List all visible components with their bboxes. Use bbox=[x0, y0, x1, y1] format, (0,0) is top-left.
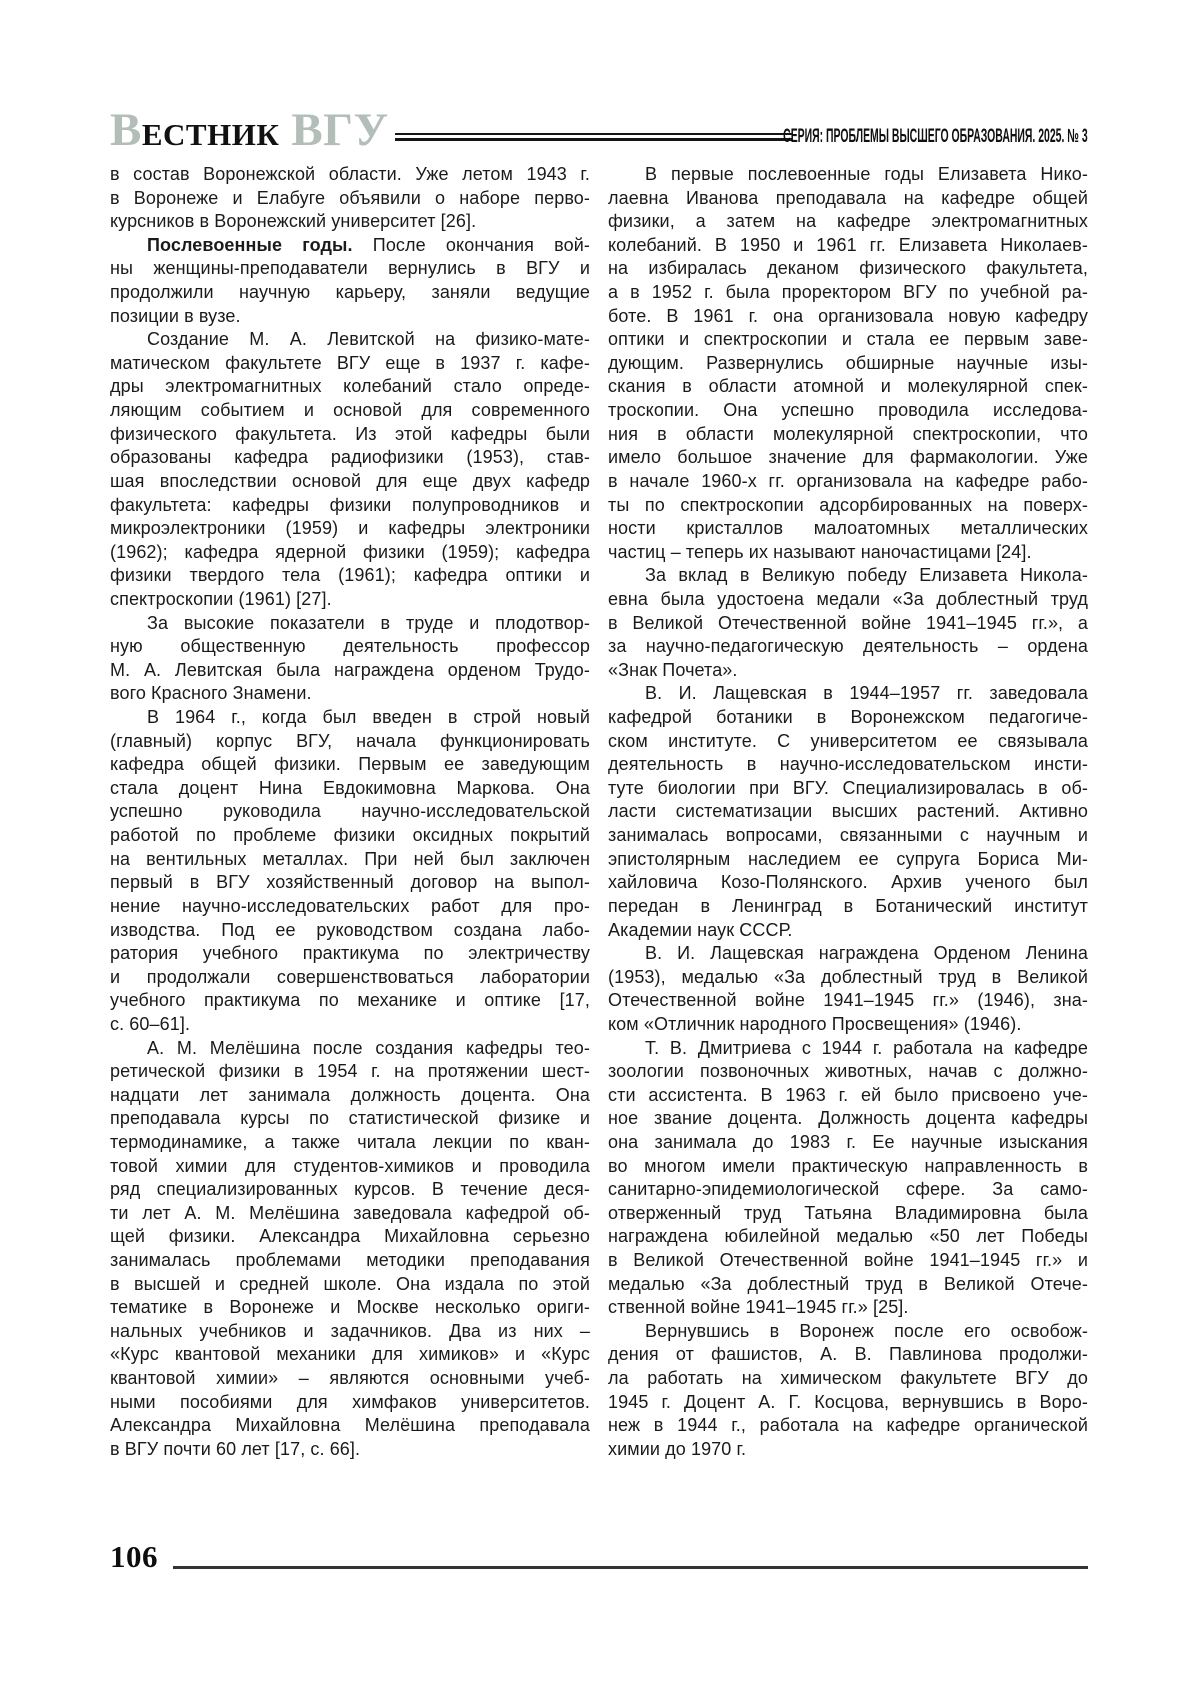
text-line: В 1964 г., когда был введен в строй новый bbox=[147, 707, 590, 728]
text-line: в Воронеже и Елабуге объявили о наборе перво- bbox=[110, 187, 590, 208]
text-line: Создание М. А. Левитской на физико-мате- bbox=[147, 329, 590, 350]
text-line: туте биологии при ВГУ. Специализировалась в об- bbox=[608, 777, 1088, 798]
text-line: скания в области атомной и молекулярной спек- bbox=[608, 376, 1088, 397]
text-line: химии до 1970 г. bbox=[608, 1438, 747, 1459]
text-line: «Знак Почета». bbox=[608, 659, 738, 680]
text-line: медалью «За доблестный труд в Великой Отече- bbox=[608, 1273, 1088, 1294]
text-line: матическом факультете ВГУ еще в 1937 г. кафе- bbox=[110, 352, 590, 373]
text-line: «Курс квантовой механики для химиков» и «Курс bbox=[110, 1344, 590, 1365]
text-line: на вентильных металлах. При ней был заключен bbox=[110, 848, 590, 869]
header-double-rule bbox=[395, 133, 793, 141]
text-line: имело большое значение для фармакологии. Уже bbox=[608, 447, 1088, 468]
text-line: В. И. Лащевская в 1944–1957 гг. заведовала bbox=[645, 683, 1088, 704]
text-line: за научно-педагогическую деятельность – ордена bbox=[608, 636, 1088, 657]
text-line: а в 1952 г. была проректором ВГУ по учебной ра- bbox=[608, 282, 1088, 303]
text-line: курсников в Воронежский университет [26]. bbox=[110, 211, 477, 232]
text-line: Вернувшись в Воронеж после его освобож- bbox=[645, 1320, 1088, 1341]
text-line: спектроскопии (1961) [27]. bbox=[110, 588, 332, 609]
right-column bbox=[608, 163, 1088, 1462]
text-line: факультета: кафедры физики полупроводников и bbox=[110, 494, 590, 515]
text-line: занималась проблемами методики преподавания bbox=[110, 1250, 590, 1271]
text-line: ла работать на химическом факультете ВГУ до bbox=[608, 1368, 1088, 1389]
text-line: частиц – теперь их называют наночастицами [24]. bbox=[608, 541, 1032, 562]
text-line: дры электромагнитных колебаний стало опреде- bbox=[110, 376, 590, 397]
text-line: лаевна Иванова преподавала на кафедре общей bbox=[608, 187, 1088, 208]
text-line: квантовой химии» – являются основными учеб- bbox=[110, 1368, 590, 1389]
text-line: кафедра общей физики. Первым ее заведующим bbox=[110, 754, 590, 775]
text-line: А. М. Мелёшина после создания кафедры тео- bbox=[147, 1037, 590, 1058]
text-line: в ВГУ почти 60 лет [17, с. 66]. bbox=[110, 1438, 361, 1459]
text-line: учебного практикума по механике и оптике [17, bbox=[110, 990, 590, 1011]
text-line: ственной войне 1941–1945 гг.» [25]. bbox=[608, 1297, 909, 1318]
text-line: занималась вопросами, связанными с научным и bbox=[608, 825, 1088, 846]
text-line: нальных учебников и задачников. Два из них – bbox=[110, 1320, 590, 1341]
text-line: образованы кафедра радиофизики (1953), став- bbox=[110, 447, 590, 468]
text-line: ляющим событием и основой для современного bbox=[110, 400, 590, 421]
text-line: успешно руководила научно-исследовательской bbox=[110, 801, 590, 822]
text-line: в Великой Отечественной войне 1941–1945 гг.» и bbox=[608, 1250, 1088, 1271]
text-line: За вклад в Великую победу Елизавета Никола- bbox=[645, 565, 1088, 586]
text-line: в состав Воронежской области. Уже летом 1943 г. bbox=[110, 164, 590, 184]
text-line: М. А. Левитская была награждена орденом Трудо- bbox=[110, 659, 590, 680]
text-line: физики, а затем на кафедре электромагнитных bbox=[608, 211, 1088, 232]
text-line: она занимала до 1983 г. Ее научные изыскания bbox=[608, 1131, 1088, 1152]
text-line: дения от фашистов, А. В. Павлинова продолжи- bbox=[608, 1344, 1088, 1365]
text-line: вого Красного Знамени. bbox=[110, 683, 312, 704]
text-line: троскопии. Она успешно проводила исследова- bbox=[608, 400, 1088, 421]
logo-word-rest: ЕСТНИК bbox=[141, 117, 280, 152]
text-line: (1953), медалью «За доблестный труд в Великой bbox=[608, 966, 1088, 987]
left-column bbox=[110, 163, 590, 1462]
text-line: ти лет А. М. Мелёшина заведовала кафедрой об- bbox=[110, 1202, 590, 1223]
text-line: неж в 1944 г., работала на кафедре органической bbox=[608, 1415, 1088, 1436]
text-line: ратория учебного практикума по электричеству bbox=[110, 943, 590, 964]
text-line: физического факультета. Из этой кафедры были bbox=[110, 423, 590, 444]
series-title-box bbox=[783, 124, 1088, 147]
text-line: ряд специализированных курсов. В течение деся- bbox=[110, 1179, 590, 1200]
text-line: Академии наук СССР. bbox=[608, 919, 793, 940]
text-line: оптики и спектроскопии и стала ее первым заве- bbox=[608, 329, 1088, 350]
text-line: щей физики. Александра Михайловна серьезно bbox=[110, 1226, 590, 1247]
text-line: и продолжали совершенствоваться лаборатории bbox=[110, 966, 590, 987]
text-line: ласти систематизации высших растений. Активно bbox=[608, 801, 1088, 822]
page-number: 106 bbox=[110, 1539, 158, 1574]
text-line: За высокие показатели в труде и плодотвор- bbox=[147, 612, 590, 633]
text-line: ком «Отличник народного Просвещения» (1946). bbox=[608, 1013, 1022, 1034]
text-line: ны женщины-преподаватели вернулись в ВГУ и bbox=[110, 258, 590, 279]
text-line: преподавала курсы по статистической физике и bbox=[110, 1108, 590, 1129]
text-line: ты по спектроскопии адсорбированных на поверх- bbox=[608, 494, 1088, 515]
text-line: хайловича Козо-Полянского. Архив ученого был bbox=[608, 872, 1088, 893]
text-line: ную общественную деятельность профессор bbox=[110, 636, 590, 657]
text-line: дующим. Развернулись обширные научные изы- bbox=[608, 352, 1088, 373]
text-line: (1962); кафедра ядерной физики (1959); кафедра bbox=[110, 541, 590, 562]
text-line: микроэлектроники (1959) и кафедры электроники bbox=[110, 518, 590, 539]
text-line: отверженный труд Татьяна Владимировна была bbox=[608, 1202, 1088, 1223]
text-line: евна была удостоена медали «За доблестный труд bbox=[608, 588, 1088, 609]
text-line: боте. В 1961 г. она организовала новую кафедру bbox=[608, 305, 1088, 326]
text-line: первый в ВГУ хозяйственный договор на выпол- bbox=[110, 872, 590, 893]
journal-logo bbox=[110, 104, 389, 156]
article-body bbox=[110, 163, 1088, 1462]
text-line: товой химии для студентов-химиков и проводила bbox=[110, 1155, 590, 1176]
text-line: кафедрой ботаники в Воронежском педагогиче- bbox=[608, 707, 1088, 728]
text-line: в высшей и средней школе. Она издала по этой bbox=[110, 1273, 590, 1294]
text-line: Послевоенные годы. После окончания вой- bbox=[147, 234, 590, 255]
text-line: санитарно-эпидемиологической сфере. За само- bbox=[608, 1179, 1088, 1200]
text-line: (главный) корпус ВГУ, начала функционировать bbox=[110, 730, 590, 751]
text-line: Отечественной войне 1941–1945 гг.» (1946), зна- bbox=[608, 990, 1088, 1011]
page-header bbox=[110, 96, 1088, 156]
text-line: надцати лет занимала должность доцента. Она bbox=[110, 1084, 590, 1105]
text-line: физики твердого тела (1961); кафедра оптики и bbox=[110, 565, 590, 586]
text-line: В первые послевоенные годы Елизавета Нико- bbox=[645, 164, 1088, 184]
text-line: во многом имели практическую направленность в bbox=[608, 1155, 1088, 1176]
text-line: эпистолярным наследием ее супруга Бориса Ми- bbox=[608, 848, 1088, 869]
text-line: ния в области молекулярной спектроскопии, что bbox=[608, 423, 1088, 444]
text-line: передан в Ленинград в Ботанический институт bbox=[608, 895, 1088, 916]
footer-rule bbox=[173, 1566, 1088, 1569]
text-line: ное звание доцента. Должность доцента кафедры bbox=[608, 1108, 1088, 1129]
text-line: работой по проблеме физики оксидных покрытий bbox=[110, 825, 590, 846]
text-line: с. 60–61]. bbox=[110, 1013, 191, 1034]
text-line: ском институте. С университетом ее связывала bbox=[608, 730, 1088, 751]
text-line: Т. В. Дмитриева с 1944 г. работала на кафедре bbox=[645, 1037, 1088, 1058]
text-line: стала доцент Нина Евдокимовна Маркова. Она bbox=[110, 777, 590, 798]
text-line: 1945 г. Доцент А. Г. Косцова, вернувшись в Воро- bbox=[608, 1391, 1088, 1412]
text-line: тематике в Воронеже и Москве несколько ориги- bbox=[110, 1297, 590, 1318]
text-line: ретической физики в 1954 г. на протяжении шест- bbox=[110, 1061, 590, 1082]
text-line: зоологии позвоночных животных, начав с должно- bbox=[608, 1061, 1088, 1082]
text-line: термодинамике, а также читала лекции по кван- bbox=[110, 1131, 590, 1152]
text-line: нение научно-исследовательских работ для про- bbox=[110, 895, 590, 916]
logo-vgu: ВГУ bbox=[291, 104, 389, 156]
text-line: сти ассистента. В 1963 г. ей было присвоено уче- bbox=[608, 1084, 1088, 1105]
text-line: В. И. Лащевская награждена Орденом Ленина bbox=[645, 943, 1088, 964]
text-line: продолжили научную карьеру, заняли ведущие bbox=[110, 282, 590, 303]
text-line: награждена юбилейной медалью «50 лет Победы bbox=[608, 1226, 1088, 1247]
text-line: ными пособиями для химфаков университетов. bbox=[110, 1391, 590, 1412]
text-line: колебаний. В 1950 и 1961 гг. Елизавета Николаев- bbox=[608, 234, 1088, 255]
text-line: в начале 1960-х гг. организовала на кафедре рабо- bbox=[608, 470, 1088, 491]
text-line: Александра Михайловна Мелёшина преподавала bbox=[110, 1415, 590, 1436]
text-line: изводства. Под ее руководством создана лабо- bbox=[110, 919, 590, 940]
text-line: в Великой Отечественной войне 1941–1945 гг.», а bbox=[608, 612, 1088, 633]
text-line: на избиралась деканом физического факультета, bbox=[608, 258, 1088, 279]
page-footer bbox=[110, 1538, 1088, 1572]
series-title: СЕРИЯ: ПРОБЛЕМЫ ВЫСШЕГО ОБРАЗОВАНИЯ. 2025. № 3 bbox=[783, 126, 1088, 147]
text-line: деятельность в научно-исследовательском инсти- bbox=[608, 754, 1088, 775]
text-line: позиции в вузе. bbox=[110, 305, 241, 326]
logo-initial-letter: В bbox=[110, 104, 142, 156]
text-line: шая впоследствии основой для еще двух кафедр bbox=[110, 470, 590, 491]
text-line: ности кристаллов малоатомных металлических bbox=[608, 518, 1088, 539]
